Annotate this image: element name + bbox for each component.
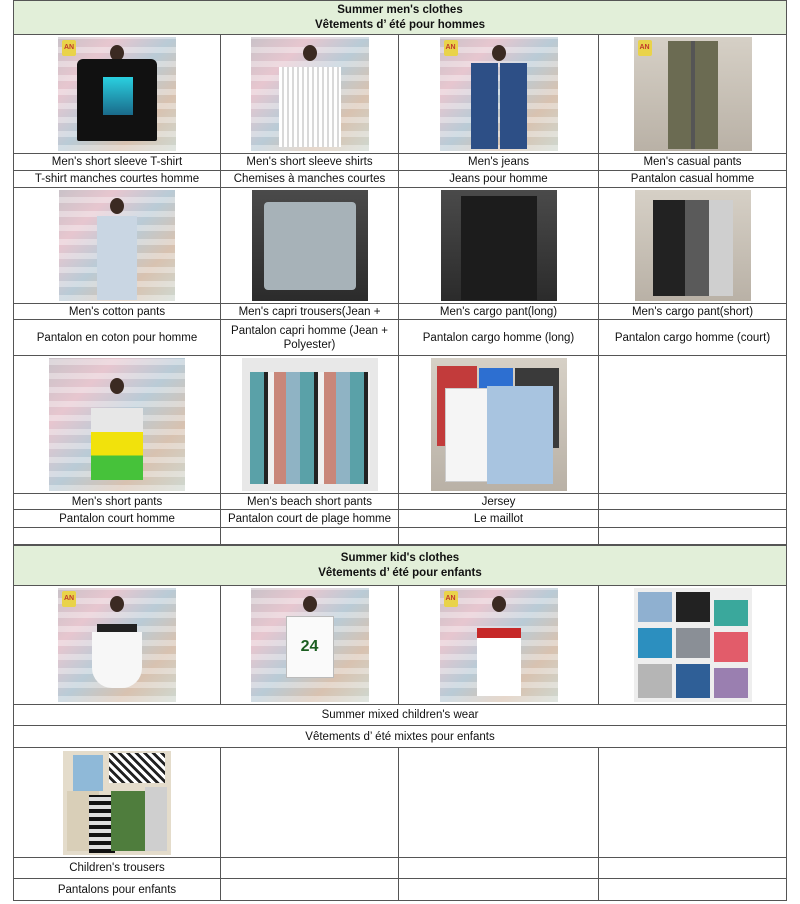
photo-grey-shorts <box>252 190 368 301</box>
label-en: Men's short pants <box>13 494 220 510</box>
label-en: Men's cargo pant(short) <box>598 304 787 320</box>
kids-title-en: Summer kid's clothes <box>340 551 460 564</box>
cargo-graphic <box>461 196 537 300</box>
photo-black-cargo <box>441 190 557 301</box>
empty-cell <box>220 858 398 879</box>
photo-tricolor-shorts <box>49 358 185 491</box>
kids-row-2-fr <box>13 879 787 901</box>
kids-mixed-label-en: Summer mixed children's wear <box>13 705 787 726</box>
empty-cell <box>220 528 398 545</box>
empty-cell <box>598 879 787 901</box>
men-row-3-photos <box>13 356 787 494</box>
men-row-2-photos <box>13 188 787 304</box>
label-en: Men's short sleeve T-shirt <box>13 154 220 171</box>
photo-jerseys <box>431 358 567 491</box>
men-row-2-en <box>13 304 787 320</box>
empty-cell <box>398 528 598 545</box>
label-en: Men's cargo pant(long) <box>398 304 598 320</box>
label-fr: Pantalon capri homme (Jean + Polyester) <box>220 320 398 356</box>
photo-black-tshirt <box>58 37 176 151</box>
jeans-graphic <box>471 63 527 149</box>
photo-white-dress <box>58 588 176 702</box>
empty-cell <box>598 528 787 545</box>
photo-cell <box>13 748 220 858</box>
label-fr: Pantalons pour enfants <box>13 879 220 901</box>
label-fr: Pantalon casual homme <box>598 171 787 188</box>
label-fr: Pantalon court homme <box>13 510 220 528</box>
photo-cell <box>220 586 398 705</box>
person-head <box>110 378 124 394</box>
photo-cell <box>398 35 598 154</box>
men-row-1-en <box>13 154 787 171</box>
photo-cargo-short <box>635 190 751 301</box>
label-fr: T-shirt manches courtes homme <box>13 171 220 188</box>
photo-cell <box>13 586 220 705</box>
men-row-2-fr <box>13 320 787 356</box>
shorts-graphic <box>91 408 143 480</box>
label-fr: Jeans pour homme <box>398 171 598 188</box>
clothing-catalog-sheet <box>13 0 787 904</box>
kids-row-2-photos <box>13 748 787 858</box>
label-en: Men's short sleeve shirts <box>220 154 398 171</box>
photo-cell <box>598 35 787 154</box>
empty-cell <box>398 879 598 901</box>
kids-row-1-photos <box>13 586 787 705</box>
photo-children-trousers <box>63 751 171 855</box>
brand-logo: AN <box>62 40 76 56</box>
person-head <box>110 198 124 214</box>
photo-cell <box>398 356 598 494</box>
person-head <box>110 596 124 612</box>
label-en: Jersey <box>398 494 598 510</box>
men-spacer-row <box>13 528 787 545</box>
label-fr: Pantalon en coton pour homme <box>13 320 220 356</box>
kids-row-2-en <box>13 858 787 879</box>
men-row-1-photos <box>13 35 787 154</box>
pants-graphic <box>668 41 718 149</box>
brand-logo: AN <box>444 40 458 56</box>
photo-cell <box>13 35 220 154</box>
men-row-3-fr <box>13 510 787 528</box>
jersey-number: 24 <box>286 616 334 678</box>
empty-cell <box>220 748 398 858</box>
person-head <box>492 596 506 612</box>
label-fr: Le maillot <box>398 510 598 528</box>
photo-blue-jeans <box>440 37 558 151</box>
kids-title-fr: Vêtements d’ été pour enfants <box>318 566 482 579</box>
empty-cell <box>398 748 598 858</box>
photo-cell <box>13 188 220 304</box>
tshirt-graphic <box>477 628 521 696</box>
photo-cell <box>13 356 220 494</box>
empty-cell <box>13 528 220 545</box>
label-en: Men's casual pants <box>598 154 787 171</box>
photo-cell <box>220 35 398 154</box>
label-en: Children's trousers <box>13 858 220 879</box>
label-fr: Pantalon cargo homme (long) <box>398 320 598 356</box>
kids-mixed-en-row <box>13 705 787 726</box>
men-title-fr: Vêtements d’ été pour hommes <box>315 18 485 31</box>
label-fr <box>598 510 787 528</box>
person-head <box>492 45 506 61</box>
empty-cell <box>598 748 787 858</box>
photo-light-pants <box>59 190 175 301</box>
pants-graphic <box>97 216 137 300</box>
label-en <box>598 494 787 510</box>
label-en: Men's capri trousers(Jean + <box>220 304 398 320</box>
photo-cell <box>598 188 787 304</box>
photo-beach-shorts <box>242 358 378 491</box>
cargo-short-graphic <box>653 200 733 296</box>
label-en: Men's jeans <box>398 154 598 171</box>
empty-cell <box>220 879 398 901</box>
photo-kids-tshirt <box>440 588 558 702</box>
shorts-graphic <box>264 202 356 290</box>
empty-cell <box>598 858 787 879</box>
label-fr: Pantalon court de plage homme <box>220 510 398 528</box>
person-head <box>303 596 317 612</box>
men-row-3-en <box>13 494 787 510</box>
photo-kids-shorts-grid <box>634 588 752 702</box>
tshirt-graphic <box>77 59 157 141</box>
shirt-graphic <box>279 67 341 147</box>
label-fr: Pantalon cargo homme (court) <box>598 320 787 356</box>
label-en: Men's cotton pants <box>13 304 220 320</box>
kids-mixed-fr-row <box>13 726 787 748</box>
photo-cell <box>220 356 398 494</box>
kids-section-header <box>13 545 787 586</box>
photo-cell <box>598 586 787 705</box>
brand-logo: AN <box>62 591 76 607</box>
person-head <box>303 45 317 61</box>
men-title-en: Summer men's clothes <box>337 3 463 16</box>
photo-cell <box>398 188 598 304</box>
photo-white-shirt <box>251 37 369 151</box>
photo-cell <box>398 586 598 705</box>
label-fr: Chemises à manches courtes <box>220 171 398 188</box>
dress-graphic <box>92 632 142 688</box>
kids-mixed-label-fr: Vêtements d’ été mixtes pour enfants <box>13 726 787 748</box>
label-en: Men's beach short pants <box>220 494 398 510</box>
empty-cell <box>398 858 598 879</box>
men-row-1-fr <box>13 171 787 188</box>
shorts-rack-graphic <box>250 372 370 484</box>
men-section-header <box>13 0 787 35</box>
photo-olive-pants <box>634 37 752 151</box>
brand-logo: AN <box>638 40 652 56</box>
photo-jersey-24 <box>251 588 369 702</box>
empty-cell <box>598 356 787 494</box>
brand-logo: AN <box>444 591 458 607</box>
photo-cell <box>220 188 398 304</box>
